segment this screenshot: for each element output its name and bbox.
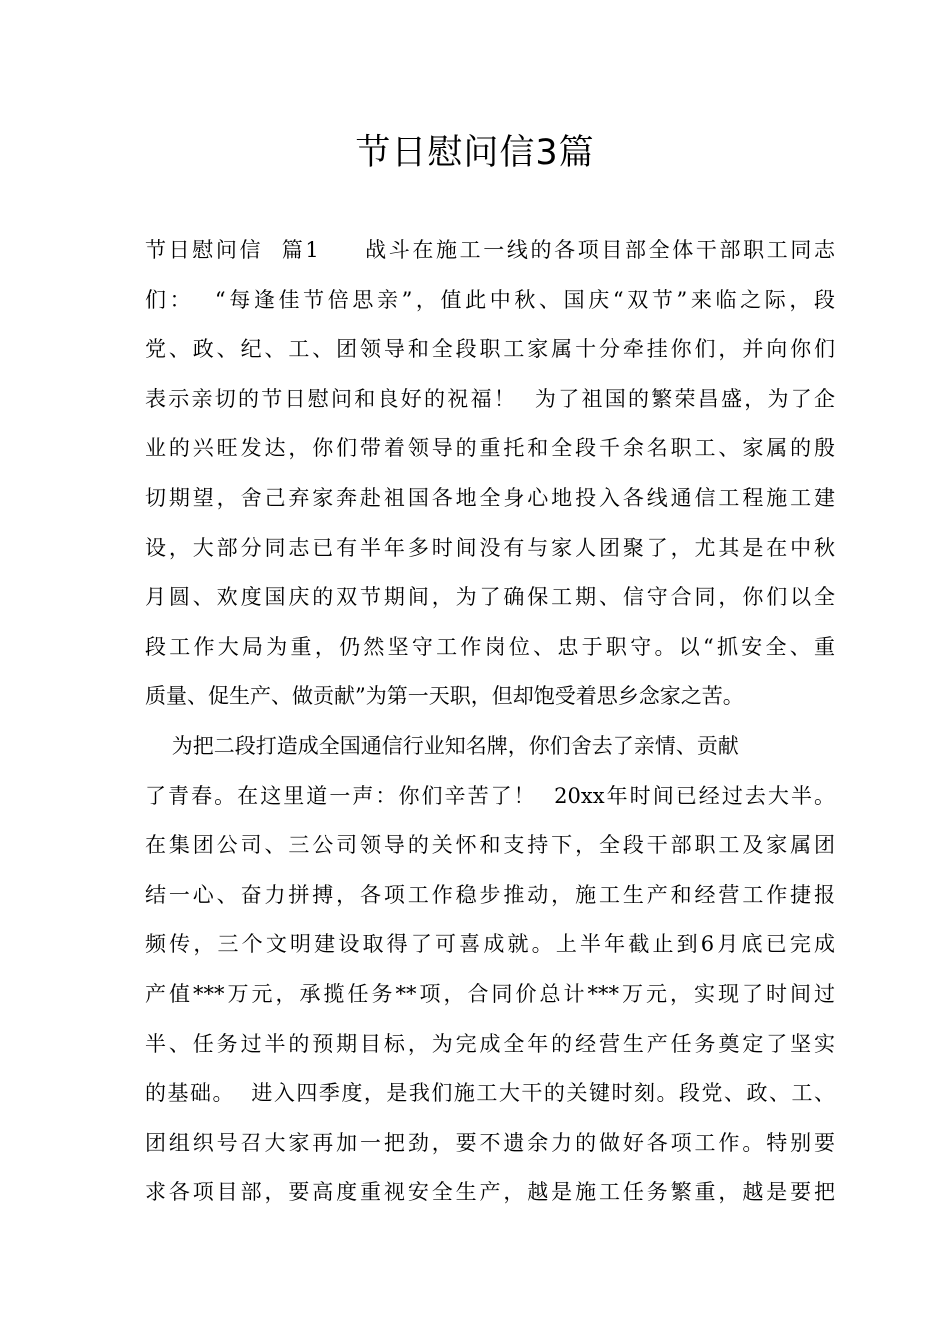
document-body xyxy=(145,226,835,1218)
body-line: 在集团公司、三公司领导的关怀和支持下，全段干部职工及家属团 xyxy=(145,833,835,858)
body-line: 为把二段打造成全国通信行业知名牌，你们舍去了亲情、贡献 xyxy=(145,733,739,758)
body-line: 的基础。 进入四季度，是我们施工大干的关键时刻。段党、政、工、 xyxy=(145,1081,835,1106)
body-line: 求各项目部，要高度重视安全生产，越是施工任务繁重，越是要把 xyxy=(145,1180,835,1205)
body-line: 们： “每逢佳节倍思亲”，值此中秋、国庆“双节”来临之际，段 xyxy=(145,287,835,312)
body-line: 产值***万元，承揽任务**项，合同价总计***万元，实现了时间过 xyxy=(145,981,835,1006)
body-line: 切期望，舍己弃家奔赴祖国各地全身心地投入各线通信工程施工建 xyxy=(145,485,835,510)
body-line: 质量、促生产、做贡献”为第一天职，但却饱受着思乡念家之苦。 xyxy=(145,684,744,709)
body-line: 段工作大局为重，仍然坚守工作岗位、忠于职守。以“抓安全、重 xyxy=(145,634,835,659)
body-line: 节日慰问信 篇1 战斗在施工一线的各项目部全体干部职工同志 xyxy=(145,238,835,262)
body-line: 表示亲切的节日慰问和良好的祝福！ 为了祖国的繁荣昌盛，为了企 xyxy=(145,386,835,411)
body-line: 频传，三个文明建设取得了可喜成就。上半年截止到6月底已完成 xyxy=(145,932,835,957)
body-line: 党、政、纪、工、团领导和全段职工家属十分牵挂你们，并向你们 xyxy=(145,337,835,362)
body-line: 月圆、欢度国庆的双节期间，为了确保工期、信守合同，你们以全 xyxy=(145,585,835,610)
body-line: 设，大部分同志已有半年多时间没有与家人团聚了，尤其是在中秋 xyxy=(145,535,835,560)
body-line: 团组织号召大家再加一把劲，要不遗余力的做好各项工作。特别要 xyxy=(145,1130,835,1155)
body-line: 半、任务过半的预期目标，为完成全年的经营生产任务奠定了坚实 xyxy=(145,1031,835,1056)
body-line: 业的兴旺发达，你们带着领导的重托和全段千余名职工、家属的殷 xyxy=(145,436,835,461)
body-line: 结一心、奋力拼搏，各项工作稳步推动，施工生产和经营工作捷报 xyxy=(145,882,835,907)
body-line: 了青春。在这里道一声：你们辛苦了！ 20xx年时间已经过去大半。 xyxy=(145,783,835,808)
document-title: 节日慰问信3篇 xyxy=(355,133,595,173)
